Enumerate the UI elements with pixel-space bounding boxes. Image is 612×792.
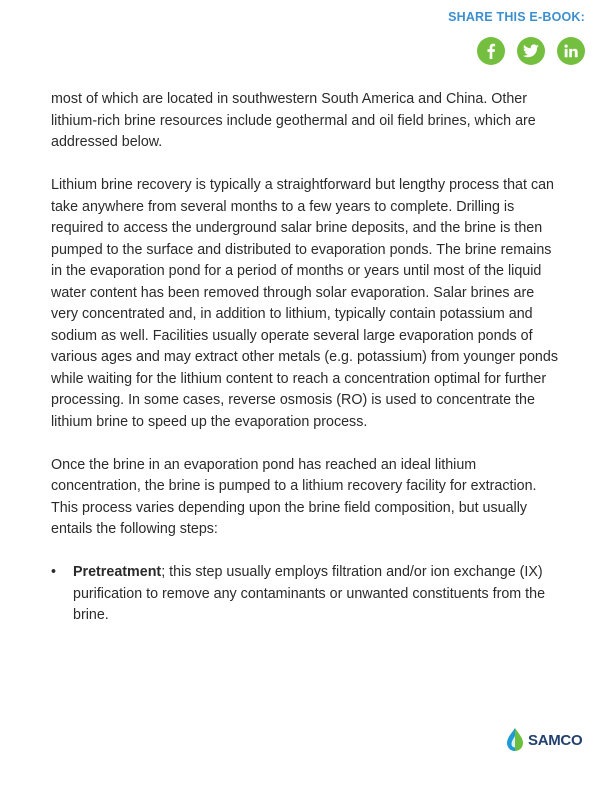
facebook-share-button[interactable] bbox=[477, 37, 505, 65]
paragraph: Once the brine in an evaporation pond has reached an ideal lithium concentration, the brine is pumped to a lithium recovery facility for extraction. This process varies depending upon the brine field composition, but usually entails the following steps: bbox=[51, 456, 537, 537]
paragraph: Lithium brine recovery is typically a straightforward but lengthy process that can take anywhere from several months to a few years to complete. Drilling is required to access the underground salar brine deposits, and the brine is then pumped to the surface and distributed to evaporation ponds. The brine remains in the evaporation pond for a period of months or years until most of the liquid water content has been removed through solar evaporation. Salar brines are very concentrated and, in addition to lithium, typically contain potassium and sodium as well. Facilities usually operate several large evaporation ponds of various ages and may extract other metals (e.g. potassium) from younger ponds while waiting for the lithium content to reach a concentration optimal for further processing. In some cases, reverse osmosis (RO) is used to concentrate the lithium brine to speed up the evaporation process. bbox=[51, 177, 558, 430]
paragraph: most of which are located in southwestern South America and China. Other lithium-rich brine resources include geothermal and oil field brines, which are addressed below. bbox=[51, 91, 536, 150]
samco-logo bbox=[505, 727, 582, 753]
bullet-list bbox=[51, 562, 561, 627]
share-label: SHARE THIS E-BOOK: bbox=[448, 10, 585, 24]
samco-drop-icon bbox=[505, 727, 525, 753]
twitter-share-button[interactable] bbox=[517, 37, 545, 65]
linkedin-share-button[interactable] bbox=[557, 37, 585, 65]
share-section bbox=[448, 10, 585, 65]
list-item bbox=[51, 562, 561, 627]
logo-text: SAMCO bbox=[528, 731, 583, 749]
share-icons bbox=[448, 37, 585, 65]
facebook-icon bbox=[484, 43, 498, 59]
bullet-text: ; this step usually employs filtration and/or ion exchange (IX) purification to remove any contaminants or unwanted constituents from the brine. bbox=[73, 564, 546, 623]
main-content bbox=[51, 89, 561, 627]
linkedin-icon bbox=[564, 44, 578, 58]
twitter-icon bbox=[523, 44, 539, 58]
bullet-term: Pretreatment bbox=[73, 564, 162, 580]
